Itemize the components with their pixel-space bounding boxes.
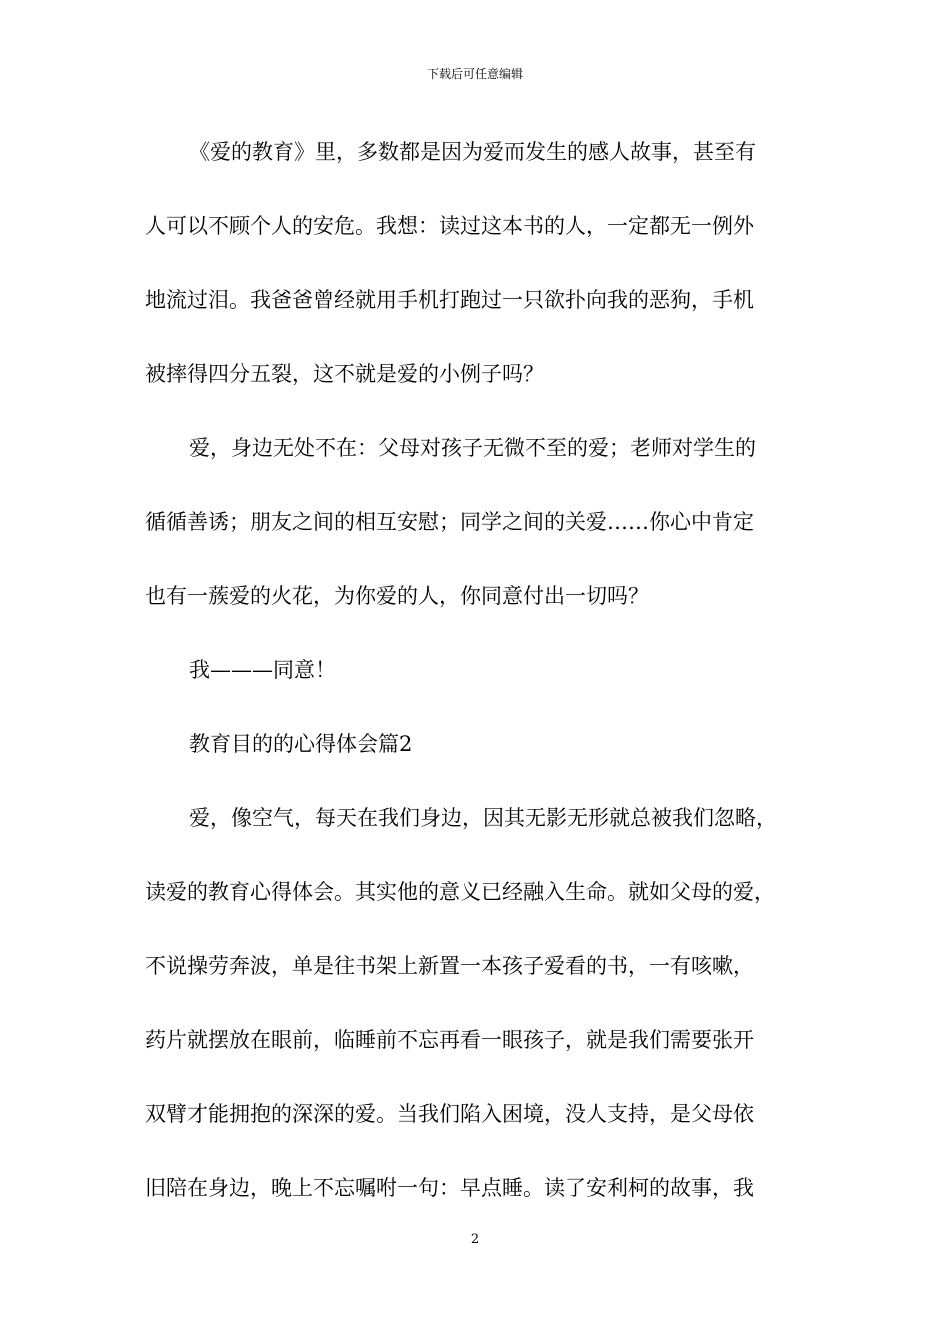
paragraph-1-line-2: 人可以不顾个人的安危。我想：读过这本书的人，一定都无一例外 [145,214,754,238]
paragraph-4-line-5: 双臂才能拥抱的深深的爱。当我们陷入困境，没人支持，是父母依 [145,1102,754,1126]
paragraph-4-line-4: 药片就摆放在眼前，临睡前不忘再看一眼孩子，就是我们需要张开 [145,1028,754,1052]
paragraph-4-line-6: 旧陪在身边，晚上不忘嘱咐一句：早点睡。读了安利柯的故事，我 [145,1176,754,1200]
paragraph-2-line-1: 爱，身边无处不在：父母对孩子无微不至的爱；老师对学生的 [189,436,756,460]
page-header: 下载后可任意编辑 [426,67,523,81]
section-heading: 教育目的的心得体会篇2 [189,732,413,756]
paragraph-2-line-2: 循循善诱；朋友之间的相互安慰；同学之间的关爱……你心中肯定 [145,510,754,534]
paragraph-3-line-1: 我———同意！ [189,658,336,682]
paragraph-1-line-4: 被摔得四分五裂，这不就是爱的小例子吗？ [145,362,544,386]
paragraph-4-line-2: 读爱的教育心得体会。其实他的意义已经融入生命。就如父母的爱， [145,880,775,904]
paragraph-1-line-1: 《爱的教育》里，多数都是因为爱而发生的感人故事，甚至有 [189,140,756,164]
paragraph-4-line-1: 爱，像空气，每天在我们身边，因其无影无形就总被我们忽略， [189,806,777,830]
paragraph-4-line-3: 不说操劳奔波，单是往书架上新置一本孩子爱看的书，一有咳嗽， [145,954,754,978]
paragraph-2-line-3: 也有一蔟爱的火花，为你爱的人，你同意付出一切吗？ [145,584,649,608]
paragraph-1-line-3: 地流过泪。我爸爸曾经就用手机打跑过一只欲扑向我的恶狗，手机 [145,288,754,312]
page-number: 2 [470,1232,480,1247]
